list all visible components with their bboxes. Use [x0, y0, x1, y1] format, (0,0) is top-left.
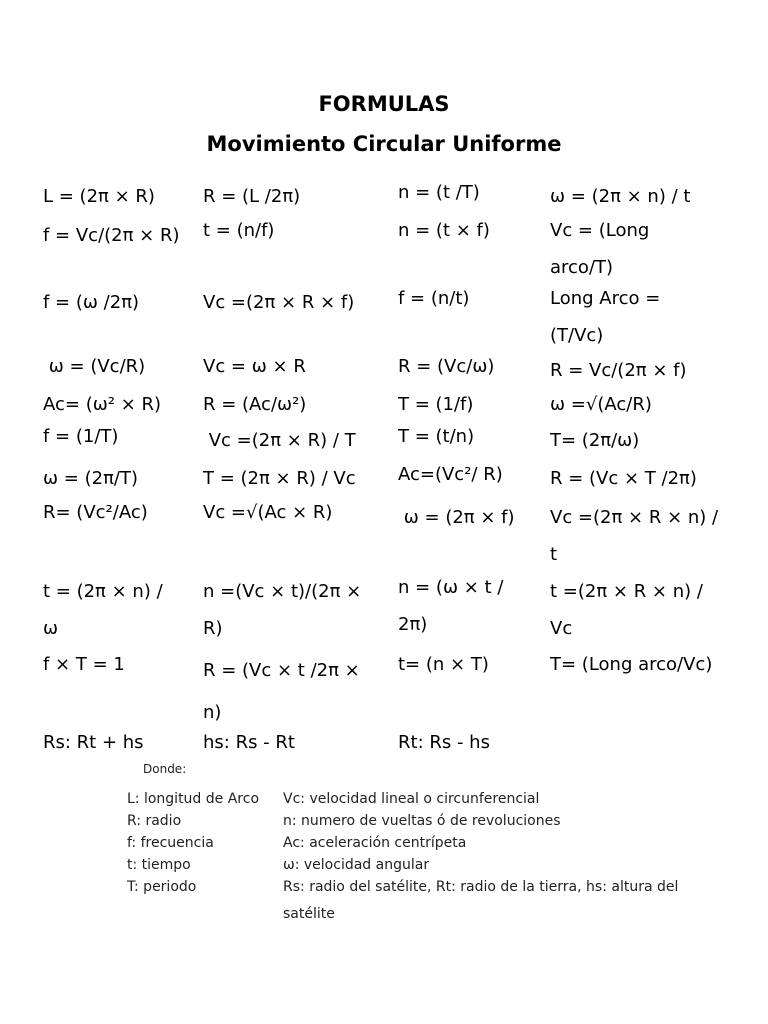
formula-cell: Rt: Rs - hs [398, 732, 490, 753]
formula-cell: R = (Vc × T /2π) [550, 468, 697, 489]
formula-cell: n =(Vc × t)/(2π × R) [203, 581, 367, 639]
legend-item: Rs: radio del satélite, Rt: radio de la tierra, hs: altura del satélite [283, 879, 679, 922]
page-title: FORMULAS [318, 92, 450, 116]
legend-item: Ac: aceleración centrípeta [283, 835, 467, 851]
formula-cell: R = (Vc × t /2π × n) [203, 660, 366, 723]
formula-cell: T = (2π × R) / Vc [203, 468, 356, 489]
formula-cell: R = Vc/(2π × f) [550, 360, 687, 381]
legend-item: n: numero de vueltas ó de revoluciones [283, 813, 561, 829]
formula-cell: T = (1/f) [398, 394, 474, 415]
formula-cell: Vc =(2π × R × f) [203, 292, 355, 313]
formula-cell: Long Arco = (T/Vc) [550, 288, 667, 346]
formula-cell: ω =√(Ac/R) [550, 394, 652, 415]
formula-cell: ω = (2π/T) [43, 468, 138, 489]
formula-cell: Rs: Rt + hs [43, 732, 144, 753]
formula-cell: n = (t /T) [398, 182, 480, 203]
formula-cell: ω = (2π × n) / t [550, 186, 691, 207]
formula-cell: ω = (Vc/R) [43, 356, 146, 377]
formula-cell: hs: Rs - Rt [203, 732, 295, 753]
formula-cell: t =(2π × R × n) / Vc [550, 581, 709, 639]
formula-cell: t = (n/f) [203, 220, 275, 241]
formula-cell: Ac= (ω² × R) [43, 394, 162, 415]
formula-cell: f = Vc/(2π × R) [43, 225, 180, 246]
legend-item: Vc: velocidad lineal o circunferencial [283, 791, 540, 807]
formula-cell: f × T = 1 [43, 654, 125, 675]
formula-cell: Ac=(Vc²/ R) [398, 464, 503, 485]
formula-cell: R = (L /2π) [203, 186, 301, 207]
legend-item: T: periodo [127, 879, 197, 895]
formula-cell: T= (Long arco/Vc) [550, 654, 713, 675]
legend-item: ω: velocidad angular [283, 857, 430, 873]
formula-cell: f = (n/t) [398, 288, 470, 309]
legend-heading: Donde: [143, 762, 187, 776]
formula-cell: n = (ω × t / 2π) [398, 577, 510, 635]
legend-item: R: radio [127, 813, 182, 829]
formula-cell: ω = (2π × f) [398, 507, 515, 528]
formula-cell: R = (Ac/ω²) [203, 394, 307, 415]
formula-cell: f = (ω /2π) [43, 292, 140, 313]
formula-cell: t= (n × T) [398, 654, 489, 675]
formula-cell: f = (1/T) [43, 426, 119, 447]
formula-cell: Vc =(2π × R × n) / t [550, 507, 724, 565]
formula-cell: Vc = (Long arco/T) [550, 220, 656, 278]
formula-cell: T = (t/n) [398, 426, 475, 447]
formula-cell: L = (2π × R) [43, 186, 155, 207]
formula-cell: Vc =(2π × R) / T [203, 430, 356, 451]
formula-cell: R = (Vc/ω) [398, 356, 495, 377]
formula-cell: Vc =√(Ac × R) [203, 502, 333, 523]
formula-cell: R= (Vc²/Ac) [43, 502, 148, 523]
formula-cell: T= (2π/ω) [550, 430, 640, 451]
formula-cell: t = (2π × n) / ω [43, 581, 169, 639]
formula-cell: n = (t × f) [398, 220, 490, 241]
legend-item: L: longitud de Arco [127, 791, 260, 807]
formula-cell: Vc = ω × R [203, 356, 306, 377]
legend-item: t: tiempo [127, 857, 191, 873]
legend-item: f: frecuencia [127, 835, 214, 851]
page-subtitle: Movimiento Circular Uniforme [206, 132, 562, 156]
